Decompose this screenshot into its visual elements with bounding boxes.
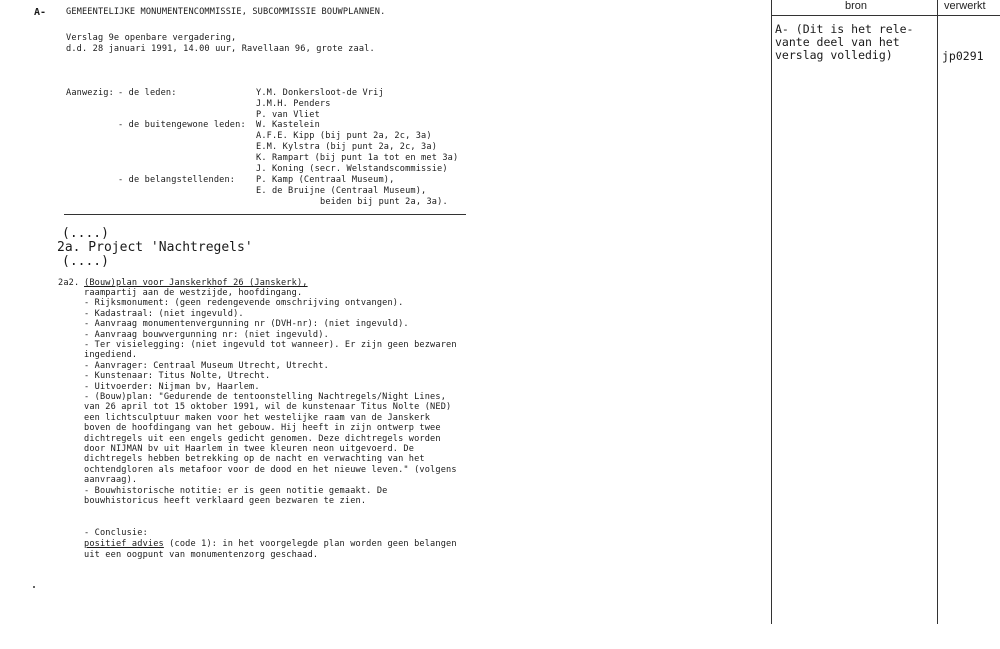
conclusion-label: - Conclusie:	[84, 528, 148, 538]
separator-line	[64, 214, 466, 215]
extra-members-label: - de buitengewone leden:	[118, 120, 246, 130]
item-line: bouwhistoricus heeft verklaard geen bezwaren te zien.	[84, 496, 367, 506]
conclusion-rest: (code 1): in het voorgelegde plan worden geen belangen	[163, 539, 457, 549]
interested-1: P. Kamp (Centraal Museum),	[256, 175, 395, 185]
item-line: - Aanvraag monumentenvergunning nr (DVH-nr): (niet ingevuld).	[84, 319, 409, 330]
present-label: Aanwezig:	[66, 88, 114, 98]
item-line: aanvraag).	[84, 475, 138, 486]
conclusion-line-2: uit een oogpunt van monumentenzorg geschaad.	[84, 550, 319, 560]
stray-dot	[33, 586, 35, 588]
conclusion-line-1	[84, 539, 457, 549]
conclusion-advice: positief advies	[84, 539, 164, 549]
item-title: (Bouw)plan voor Janskerkhof 26 (Janskerk),	[84, 278, 308, 288]
bron-header: bron	[845, 0, 868, 12]
verwerkt-header: verwerkt	[944, 0, 986, 12]
bron-note-2: vante deel van het	[775, 35, 900, 49]
item-line: - Ter visielegging: (niet ingevuld tot wanneer). Er zijn geen bezwaren	[84, 340, 457, 350]
item-line: - Bouwhistorische notitie: er is geen notitie gemaakt. De	[84, 485, 388, 496]
interested-3: beiden bij punt 2a, 3a).	[320, 197, 448, 207]
item-line: dichtregels uit een engels gedicht genomen. Deze dichtregels worden	[84, 433, 441, 444]
item-line: - Uitvoerder: Nijman bv, Haarlem.	[84, 381, 260, 392]
item-line: door NIJMAN bv uit Haarlem in twee kleuren neon uitgevoerd. De	[84, 444, 415, 454]
extra-member-2: A.F.E. Kipp (bij punt 2a, 2c, 3a)	[256, 131, 432, 141]
column-border-left	[771, 0, 772, 624]
verwerkt-code: jp0291	[942, 49, 984, 63]
item-line: - Rijksmonument: (geen redengevende omschrijving ontvangen).	[84, 298, 404, 309]
item-line: raampartij aan de westzijde, hoofdingang.	[84, 288, 303, 298]
members-label: - de leden:	[118, 88, 177, 98]
report-line-2: d.d. 28 januari 1991, 14.00 uur, Ravellaan 96, grote zaal.	[66, 44, 375, 54]
column-border-middle	[937, 0, 938, 624]
extra-member-4: K. Rampart (bij punt 1a tot en met 3a)	[256, 153, 459, 163]
item-line: - (Bouw)plan: "Gedurende de tentoonstelling Nachtregels/Night Lines,	[84, 392, 447, 402]
item-line: ingediend.	[84, 350, 138, 361]
member-2: J.M.H. Penders	[256, 99, 331, 109]
member-1: Y.M. Donkersloot-de Vrij	[256, 88, 384, 98]
header-underline	[771, 15, 1000, 16]
item-line: - Kunstenaar: Titus Nolte, Utrecht.	[84, 371, 271, 382]
item-line: van 26 april tot 15 oktober 1991, wil de kunstenaar Titus Nolte (NED)	[84, 402, 452, 413]
extra-member-5: J. Koning (secr. Welstandscommissie)	[256, 164, 448, 174]
item-line: - Aanvraag bouwvergunning nr: (niet ingevuld).	[84, 329, 329, 340]
item-line: boven de hoofdingang van het gebouw. Hij heeft in zijn ontwerp twee	[84, 423, 441, 434]
item-line: ochtendgloren als metafoor voor de dood en het nieuwe leven." (volgens	[84, 464, 457, 475]
interested-2: E. de Bruijne (Centraal Museum),	[256, 186, 427, 196]
report-line-1: Verslag 9e openbare vergadering,	[66, 33, 237, 43]
section-title: 2a. Project 'Nachtregels'	[57, 240, 253, 255]
item-line: - Aanvrager: Centraal Museum Utrecht, Utrecht.	[84, 360, 329, 371]
extra-member-3: E.M. Kylstra (bij punt 2a, 2c, 3a)	[256, 142, 438, 152]
document-header: GEMEENTELIJKE MONUMENTENCOMMISSIE, SUBCOMMISSIE BOUWPLANNEN.	[66, 7, 386, 17]
ellipsis-bottom: (....)	[62, 254, 109, 269]
extra-member-1: W. Kastelein	[256, 120, 320, 130]
bron-note-3: verslag volledig)	[775, 48, 893, 62]
ellipsis-top: (....)	[62, 226, 109, 241]
item-number: 2a2.	[58, 278, 80, 288]
section-marker: A-	[34, 7, 47, 18]
item-line: dichtregels hebben betrekking op de nacht en verwachting van het	[84, 454, 425, 465]
interested-label: - de belangstellenden:	[118, 175, 236, 185]
item-line: een lichtsculptuur maken voor het westelijke raam van de Janskerk	[84, 412, 431, 423]
bron-note-1: A- (Dit is het rele-	[775, 22, 914, 36]
item-line: - Kadastraal: (niet ingevuld).	[84, 308, 244, 319]
member-3: P. van Vliet	[256, 110, 320, 120]
